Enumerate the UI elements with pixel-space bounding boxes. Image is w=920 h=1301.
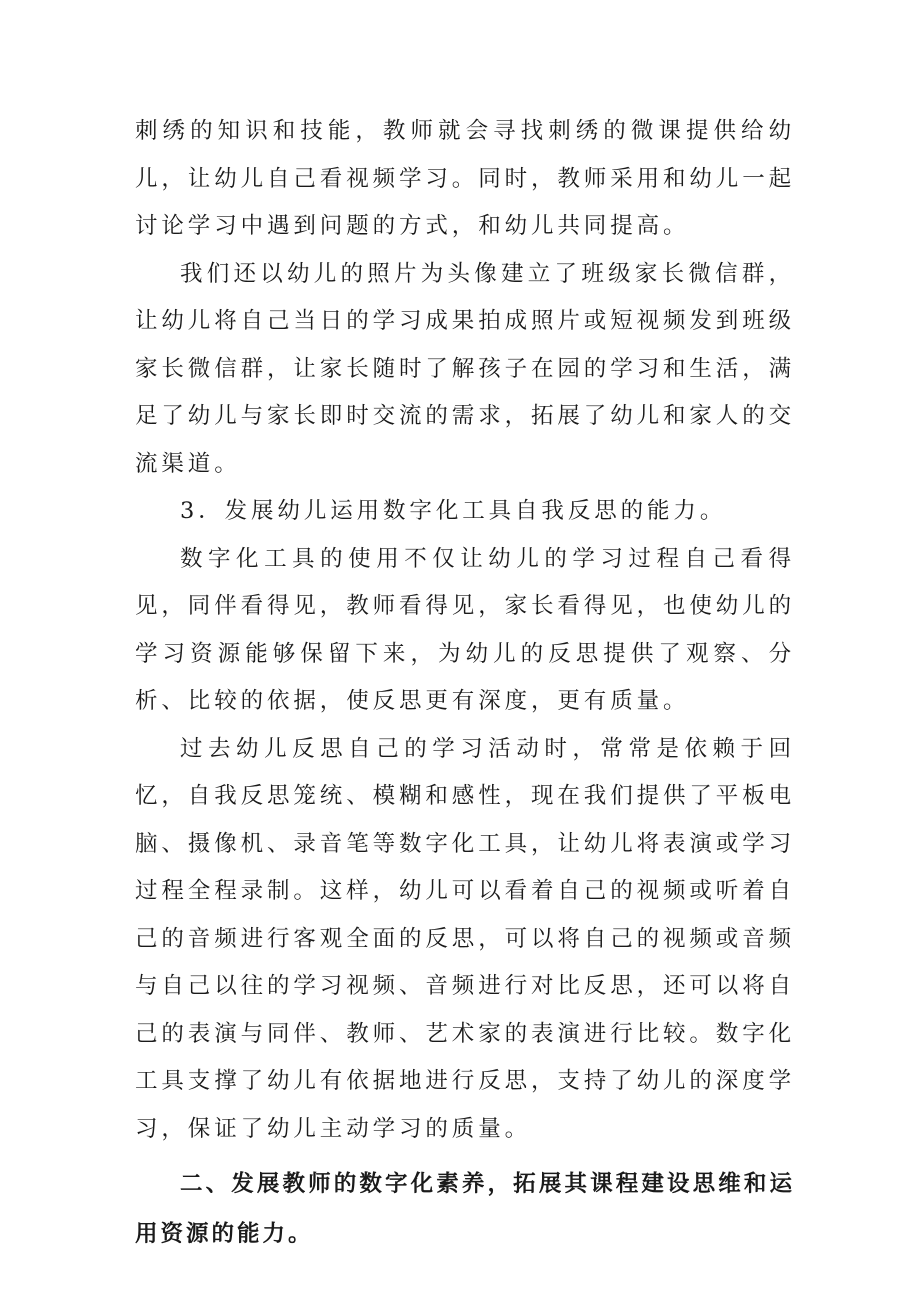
paragraph-digital-tools: 数字化工具的使用不仅让幼儿的学习过程自己看得见，同伴看得见，教师看得见，家长看得见，也使幼儿的学习资源能够保留下来，为幼儿的反思提供了观察、分析、比较的依据，使反思更有深度，更有质量。 xyxy=(135,545,796,714)
paragraph-reflection: 过去幼儿反思自己的学习活动时，常常是依赖于回忆，自我反思笼统、模糊和感性，现在我们提供了平板电脑、摄像机、录音笔等数字化工具，让幼儿将表演或学习过程全程录制。这样，幼儿可以看着自己的视频或听着自己的音频进行客观全面的反思，可以将自己的视频或音频与自己以往的学习视频、音频进行对比反思，还可以将自己的表演与同伴、教师、艺术家的表演进行比较。数字化工具支撑了幼儿有依据地进行反思，支持了幼儿的深度学习，保证了幼儿主动学习的质量。 xyxy=(135,735,796,1142)
document-body xyxy=(135,108,795,1259)
section-heading: 二、发展教师的数字化素养，拓展其课程建设思维和运用资源的能力。 xyxy=(135,1171,795,1247)
paragraph-continued: 刺绣的知识和技能，教师就会寻找刺绣的微课提供给幼儿，让幼儿自己看视频学习。同时，教师采用和幼儿一起讨论学习中遇到问题的方式，和幼儿共同提高。 xyxy=(135,118,796,239)
section-subheading: 3．发展幼儿运用数字化工具自我反思的能力。 xyxy=(180,498,727,524)
paragraph-wechat-group: 我们还以幼儿的照片为头像建立了班级家长微信群，让幼儿将自己当日的学习成果拍成照片或短视频发到班级家长微信群，让家长随时了解孩子在园的学习和生活，满足了幼儿与家长即时交流的需求，拓展了幼儿和家人的交流渠道。 xyxy=(135,260,796,477)
